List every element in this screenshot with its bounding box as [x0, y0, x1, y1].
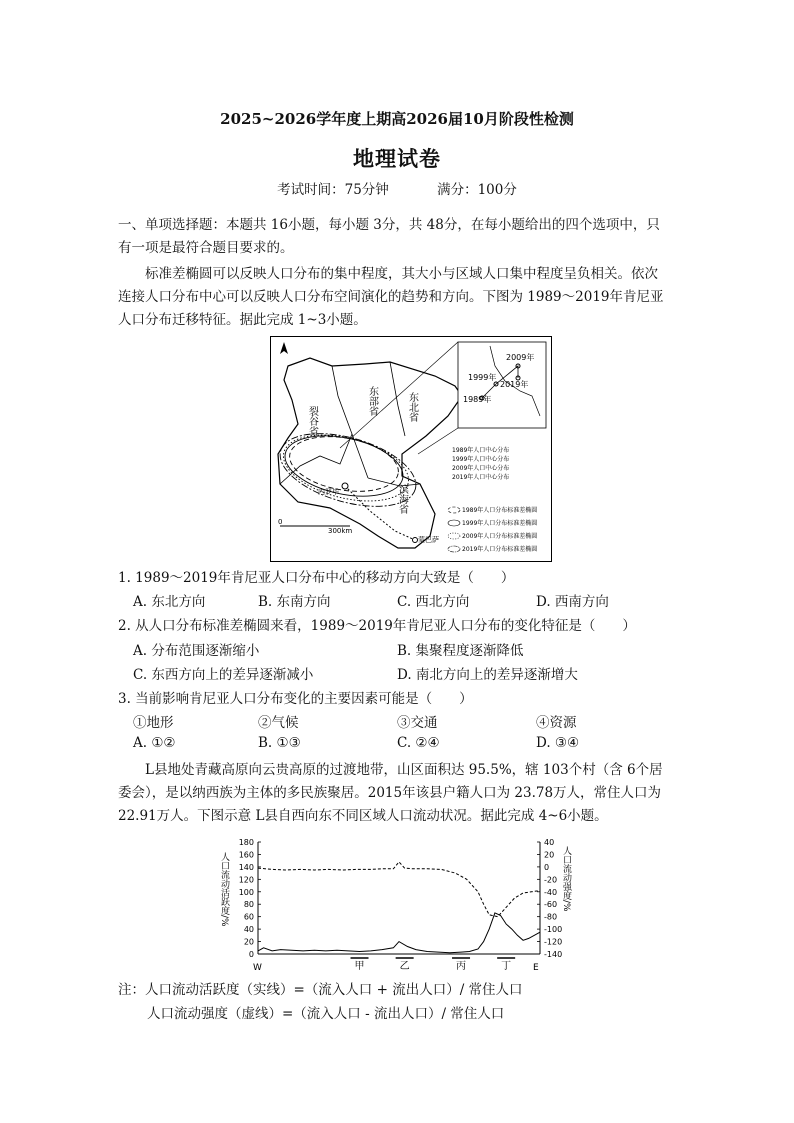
- region-label: 丁: [501, 961, 512, 972]
- q3-factor-1: ①地形: [133, 715, 174, 731]
- legend-item: 1989年人口分布标准差椭圆: [462, 507, 538, 514]
- q3-option-c[interactable]: C. ②④: [397, 735, 440, 751]
- region-label: 甲: [354, 961, 365, 972]
- subject-title: 地理试卷: [353, 146, 441, 171]
- passage-l-county: [118, 759, 678, 828]
- q2-option-d[interactable]: D. 南北方向上的差异逐渐增大: [397, 667, 578, 683]
- exam-title: 2025~2026学年度上期高2026届10月阶段性检测: [220, 110, 574, 128]
- right-tick-label: -60: [544, 900, 558, 910]
- legend-item: 1999年人口中心分布: [452, 456, 510, 463]
- section-intro-line: 有一项是最符合题目要求的。: [118, 240, 294, 256]
- left-tick-label: 40: [243, 925, 254, 935]
- scale-end: 300km: [328, 527, 353, 535]
- province-label: 裂谷省: [306, 406, 318, 436]
- passage-line: L县地处青藏高原向云贵高原的过渡地带，山区面积达 95.5%，辖 103个村（含 6个居: [145, 762, 663, 778]
- left-tick-label: 60: [243, 912, 254, 922]
- chart-marks: [239, 838, 562, 972]
- left-tick-label: 160: [238, 850, 254, 860]
- passage-kenya: [118, 263, 678, 332]
- intensity-series-line: [258, 862, 540, 917]
- left-tick-label: 140: [238, 862, 254, 872]
- section-intro-line: 一、单项选择题：本题共 16小题，每小题 3分，共 48分，在每小题给出的四个选项中，只: [118, 217, 660, 233]
- right-tick-label: -80: [544, 912, 558, 922]
- passage-line: 委会），是以纳西族为主体的多民族聚居。2015年该县户籍人口为 23.78万人，常住人口为: [118, 785, 662, 801]
- legend-item: 2009年人口分布标准差椭圆: [462, 533, 538, 540]
- q3-option-b[interactable]: B. ①③: [258, 735, 301, 751]
- activity-series-line: [258, 913, 540, 953]
- left-tick-label: 20: [243, 937, 254, 947]
- legend-item: 2019年人口分布标准差椭圆: [462, 546, 538, 553]
- city-label-nairobi: 内罗毕: [318, 488, 339, 496]
- inset-label: 1999年: [468, 373, 497, 382]
- left-tick-label: 120: [238, 875, 254, 885]
- left-tick-label: 100: [238, 887, 254, 897]
- region-label: 乙: [399, 961, 410, 972]
- right-tick-label: -20: [544, 875, 558, 885]
- x-axis-start-label: W: [253, 963, 262, 973]
- chart-note-2: 人口流动强度（虚线）=（流入人口 - 流出人口）/ 常住人口: [147, 1006, 505, 1022]
- chart-note-1: 注：人口流动活跃度（实线）=（流入人口 + 流出人口）/ 常住人口: [118, 982, 523, 998]
- passage-line: 人口分布迁移特征。据此完成 1~3小题。: [118, 312, 367, 328]
- question-2: 2. 从人口分布标准差椭圆来看，1989～2019年肯尼亚人口分布的变化特征是（ ）: [118, 618, 636, 634]
- right-tick-label: 40: [544, 838, 555, 847]
- mombasa-marker: [413, 538, 418, 543]
- inset-label: 1989年: [463, 395, 492, 404]
- q2-option-a[interactable]: A. 分布范围逐渐缩小: [133, 643, 260, 659]
- q1-option-b[interactable]: B. 东南方向: [258, 594, 331, 610]
- legend-item: 1989年人口中心分布: [452, 447, 510, 454]
- q2-option-c[interactable]: C. 东西方向上的差异逐渐减小: [133, 667, 314, 683]
- q1-option-a[interactable]: A. 东北方向: [133, 594, 206, 610]
- province-label: 东部省: [366, 386, 378, 416]
- passage-line: 标准差椭圆可以反映人口分布的集中程度，其大小与区域人口集中程度呈负相关。依次: [145, 266, 658, 282]
- full-score: 满分：100分: [437, 182, 517, 198]
- q3-option-d[interactable]: D. ③④: [536, 735, 580, 751]
- left-tick-label: 180: [238, 838, 254, 847]
- section-intro: [118, 214, 678, 260]
- y-axis-label-left: 人口流动活跃度/%: [219, 852, 229, 927]
- region-label: 丙: [456, 961, 467, 972]
- q3-factor-2: ②气候: [258, 715, 299, 731]
- nairobi-marker: [342, 483, 348, 489]
- question-3: 3. 当前影响肯尼亚人口分布变化的主要因素可能是（ ）: [118, 691, 473, 707]
- q3-option-a[interactable]: A. ①②: [133, 735, 176, 751]
- left-tick-label: 80: [243, 900, 254, 910]
- left-tick-label: 0: [248, 950, 254, 959]
- province-label: 东北省: [406, 392, 418, 422]
- y-axis-label-right: 人口流动强度/%: [561, 846, 571, 912]
- province-label: 滨海省: [396, 484, 408, 514]
- inset-label: 2019年: [500, 380, 529, 389]
- right-tick-label: -40: [544, 887, 558, 897]
- q3-factor-4: ④资源: [536, 715, 577, 731]
- exam-time: 考试时间：75分钟: [277, 182, 389, 198]
- right-tick-label: -140: [544, 950, 563, 959]
- passage-line: 22.91万人。下图示意 L县自西向东不同区域人口流动状况。据此完成 4~6小题。: [118, 808, 608, 824]
- legend-item: 2019年人口中心分布: [452, 474, 510, 481]
- city-label-mombasa: 蒙巴萨: [418, 536, 439, 544]
- kenya-population-map: [270, 336, 552, 562]
- q2-option-b[interactable]: B. 集聚程度逐渐降低: [397, 643, 524, 659]
- legend-item: 1999年人口分布标准差椭圆: [462, 520, 538, 527]
- passage-line: 连接人口分布中心可以反映人口分布空间演化的趋势和方向。下图为 1989～2019年肯尼亚: [118, 289, 664, 305]
- right-tick-label: 20: [544, 850, 555, 860]
- right-tick-label: -120: [544, 937, 563, 947]
- scale-start: 0: [278, 518, 283, 526]
- q1-option-c[interactable]: C. 西北方向: [397, 594, 470, 610]
- q1-option-d[interactable]: D. 西南方向: [536, 594, 609, 610]
- question-1: 1. 1989～2019年肯尼亚人口分布中心的移动方向大致是（ ）: [118, 570, 515, 586]
- right-tick-label: 0: [544, 862, 550, 872]
- inset-label: 2009年: [506, 353, 535, 362]
- legend-item: 2009年人口中心分布: [452, 465, 510, 472]
- population-flow-chart: [210, 832, 590, 974]
- x-axis-end-label: E: [533, 963, 539, 973]
- right-tick-label: -100: [544, 925, 563, 935]
- exam-meta: [0, 178, 794, 198]
- q3-factor-3: ③交通: [397, 715, 438, 731]
